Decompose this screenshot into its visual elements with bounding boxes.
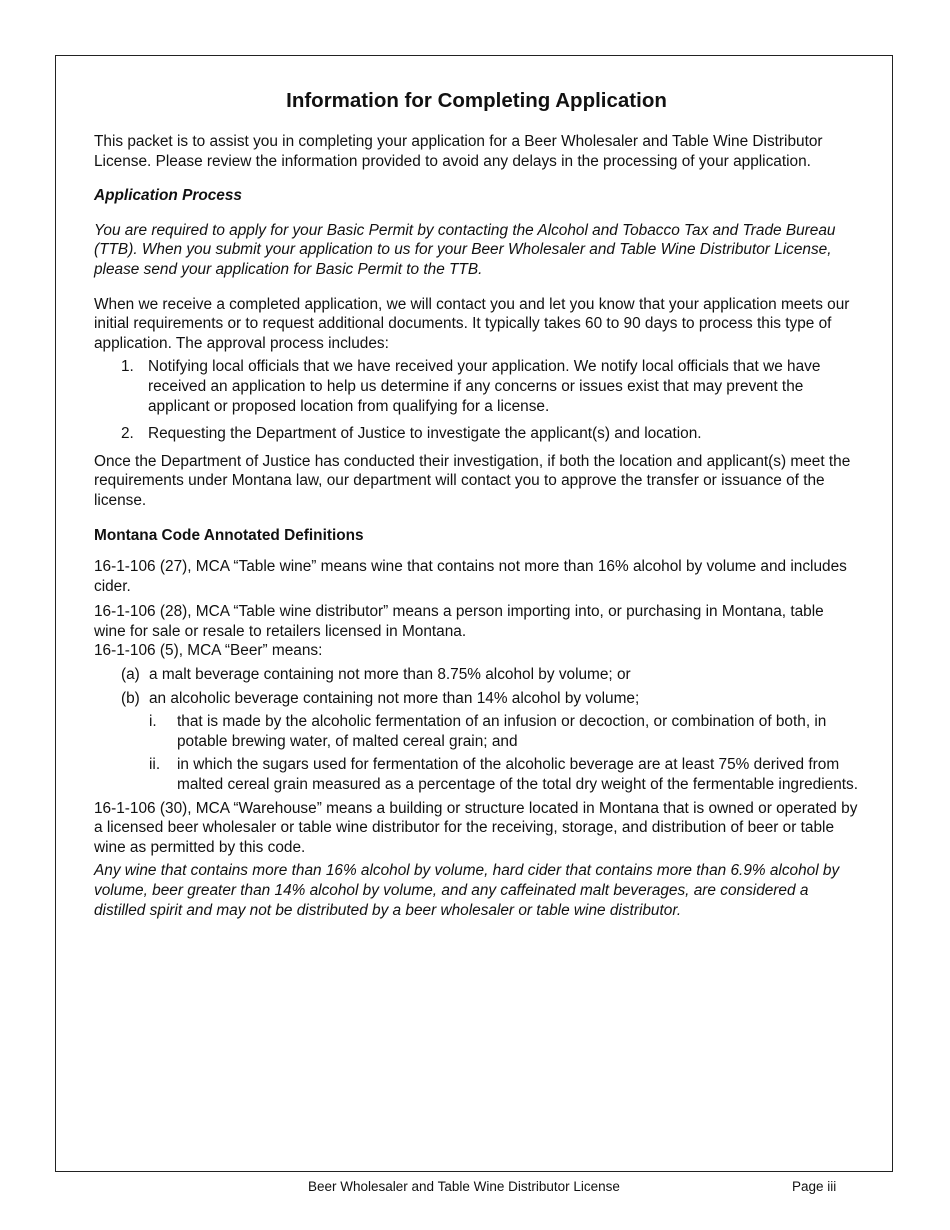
- table-wine-distributor-definition: 16-1-106 (28), MCA “Table wine distributor” means a person importing into, or purchasing in Montana, table wine for sale or resale to retailers licensed in Montana.: [94, 603, 824, 640]
- document-body: [94, 88, 859, 920]
- warehouse-definition: 16-1-106 (30), MCA “Warehouse” means a building or structure located in Montana that is owned or operated by a licensed beer wholesaler or table wine distributor for the receiving, storage, and distribution of beer or table wine as permitted by this code.: [94, 799, 858, 856]
- list-text: a malt beverage containing not more than 8.75% alcohol by volume; or: [149, 666, 631, 684]
- list-number: 1.: [121, 358, 134, 376]
- approval-process-paragraph: When we receive a completed application, we will contact you and let you know that your application meets our initial requirements or to request additional documents. It typically takes 60 to 90 days to process this type of application. The approval process includes:: [94, 295, 850, 352]
- list-text: Requesting the Department of Justice to investigate the applicant(s) and location.: [148, 425, 702, 443]
- list-label: ii.: [149, 756, 161, 774]
- intro-paragraph: This packet is to assist you in completing your application for a Beer Wholesaler and Table Wine Distributor License. Please review the information provided to avoid any delays in the processing of your application.: [94, 133, 823, 170]
- list-label: i.: [149, 713, 157, 731]
- footer-title: Beer Wholesaler and Table Wine Distributor License: [308, 1179, 620, 1194]
- list-item: [94, 357, 859, 416]
- list-item: [94, 689, 859, 709]
- application-process-heading: Application Process: [94, 187, 242, 205]
- beer-definition: 16-1-106 (5), MCA “Beer” means:: [94, 642, 323, 660]
- basic-permit-note: You are required to apply for your Basic Permit by contacting the Alcohol and Tobacco Tax and Trade Bureau (TTB). When you submit your application to us for your Beer Wholesaler and Table Wine Distributor License, please send your application for Basic Permit to the TTB.: [94, 221, 836, 278]
- definitions-heading: Montana Code Annotated Definitions: [94, 526, 364, 544]
- investigation-paragraph: Once the Department of Justice has conducted their investigation, if both the location and applicant(s) meet the requirements under Montana law, our department will contact you to approve the transfer or issuance of the license.: [94, 452, 851, 509]
- list-text: Notifying local officials that we have received your application. We notify local officials that we have received an application to help us determine if any concerns or issues exist that may prevent the applicant or proposed location from qualifying for a license.: [148, 358, 821, 415]
- page-number: Page iii: [792, 1179, 837, 1194]
- list-item: [94, 424, 859, 444]
- distilled-spirit-note: Any wine that contains more than 16% alcohol by volume, hard cider that contains more than 6.9% alcohol by volume, beer greater than 14% alcohol by volume, and any caffeinated malt beverages, are considered a distilled spirit and may not be distributed by a beer wholesaler or table wine distributor.: [94, 862, 840, 919]
- list-item: [94, 665, 859, 685]
- list-text: that is made by the alcoholic fermentation of an infusion or decoction, or combination of both, in potable brewing water, of malted cereal grain; and: [177, 713, 827, 750]
- list-label: (a): [121, 666, 140, 684]
- list-label: (b): [121, 689, 140, 707]
- page-title: Information for Completing Application: [286, 89, 667, 112]
- list-text: an alcoholic beverage containing not more than 14% alcohol by volume;: [149, 689, 640, 707]
- list-text: in which the sugars used for fermentation of the alcoholic beverage are at least 75% derived from malted cereal grain measured as a percentage of the total dry weight of the fermentable ingredients.: [177, 756, 859, 794]
- table-wine-definition: 16-1-106 (27), MCA “Table wine” means wine that contains not more than 16% alcohol by volume and includes cider.: [94, 558, 847, 595]
- list-item: [94, 712, 859, 751]
- list-number: 2.: [121, 425, 134, 443]
- list-item: [94, 755, 859, 794]
